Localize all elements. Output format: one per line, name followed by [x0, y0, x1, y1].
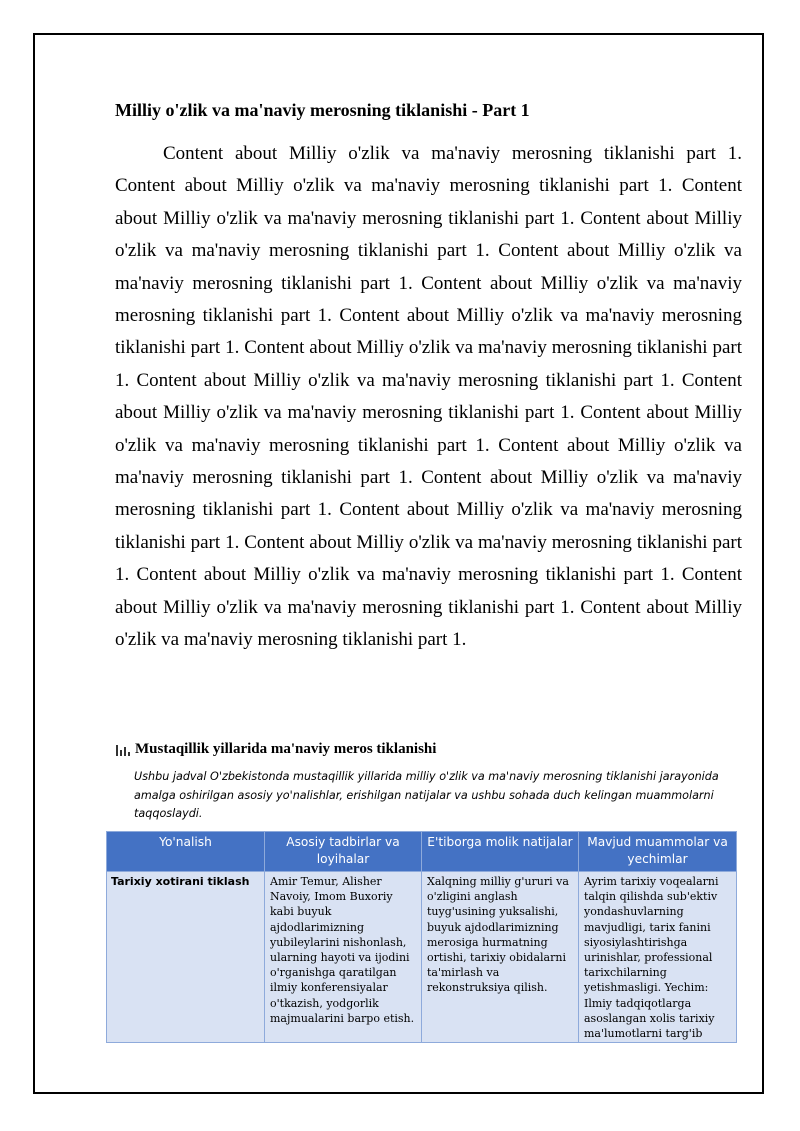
section-description: Ushbu jadval O'zbekistonda mustaqillik yillarida milliy o'zlik va ma'naviy merosning tiklanishi jarayonida amalga oshirilgan asosiy yo'nalishlar, erishilgan natijalar va ushbu sohada duch kelingan muammolarni taqqoslaydi. [134, 770, 719, 820]
cell-problems [579, 872, 737, 1043]
cell-results-text: Xalqning milliy g'ururi va o'zligini anglash tuyg'usining yuksalishi, buyuk ajdodlarimizning merosiga hurmatning ortishi, tarixiy obidalarni ta'mirlash va rekonstruksiya qilish. [427, 875, 569, 995]
cell-activities [265, 872, 422, 1043]
header-direction: Yo'nalish [107, 832, 265, 872]
body-paragraph: Content about Milliy o'zlik va ma'naviy merosning tiklanishi part 1. Content about Milliy o'zlik va ma'naviy merosning tiklanishi part 1. Content about Milliy o'zlik va ma'naviy merosning tiklanishi part 1. Content about Milliy o'zlik va ma'naviy merosning tiklanishi part 1. Content about Milliy o'zlik va ma'naviy merosning tiklanishi part 1. Content about Milliy o'zlik va ma'naviy merosning tiklanishi part 1. Content about Milliy o'zlik va ma'naviy merosning tiklanishi part 1. Content about Milliy o'zlik va ma'naviy merosning tiklanishi part 1. Content about Milliy o'zlik va ma'naviy merosning tiklanishi part 1. Content about Milliy o'zlik va ma'naviy merosning tiklanishi part 1. Content about Milliy o'zlik va ma'naviy merosning tiklanishi part 1. Content about Milliy o'zlik va ma'naviy merosning tiklanishi part 1. Content about Milliy o'zlik va ma'naviy merosning tiklanishi part 1. Content about Milliy o'zlik va ma'naviy merosning tiklanishi part 1. Content about Milliy o'zlik va ma'naviy merosning tiklanishi part 1. Content about Milliy o'zlik va ma'naviy merosning tiklanishi part 1. Content about Milliy o'zlik va ma'naviy merosning tiklanishi part 1. Content about Milliy o'zlik va ma'naviy merosning tiklanishi part 1. [115, 143, 742, 651]
cell-results [422, 872, 579, 1043]
cell-direction [107, 872, 265, 1043]
table-header-row [107, 832, 737, 872]
header-activities: Asosiy tadbirlar va loyihalar [265, 832, 422, 872]
table-row [107, 872, 737, 1043]
comparison-table [106, 831, 737, 1043]
cell-activities-text: Amir Temur, Alisher Navoiy, Imom Buxoriy kabi buyuk ajdodlarimizning yubileylarini nishonlash, ularning hayoti va ijodini o'rganishga qaratilgan ilmiy konferensiyalar o'tkazish, yodgorlik majmualarini barpo etish. [270, 875, 415, 1025]
document-title: Milliy o'zlik va ma'naviy merosning tiklanishi - Part 1 [115, 100, 530, 120]
bar-chart-icon [115, 744, 129, 756]
section-heading [115, 741, 436, 758]
header-problems: Mavjud muammolar va yechimlar [579, 832, 737, 872]
cell-problems-text: Ayrim tarixiy voqealarni talqin qilishda sub'ektiv yondashuvlarning mavjudligi, tarix fanini siyosiylashtirishga urinishlar, professional tarixchilarning yetishmasligi. Yechim: Ilmiy tadqiqotlarga asoslangan xolis tarixiy ma'lumotlarni targ'ib [584, 875, 719, 1040]
header-results: E'tiborga molik natijalar [422, 832, 579, 872]
cell-direction-text: Tarixiy xotirani tiklash [111, 875, 250, 888]
section-heading-text: Mustaqillik yillarida ma'naviy meros tiklanishi [135, 741, 437, 757]
